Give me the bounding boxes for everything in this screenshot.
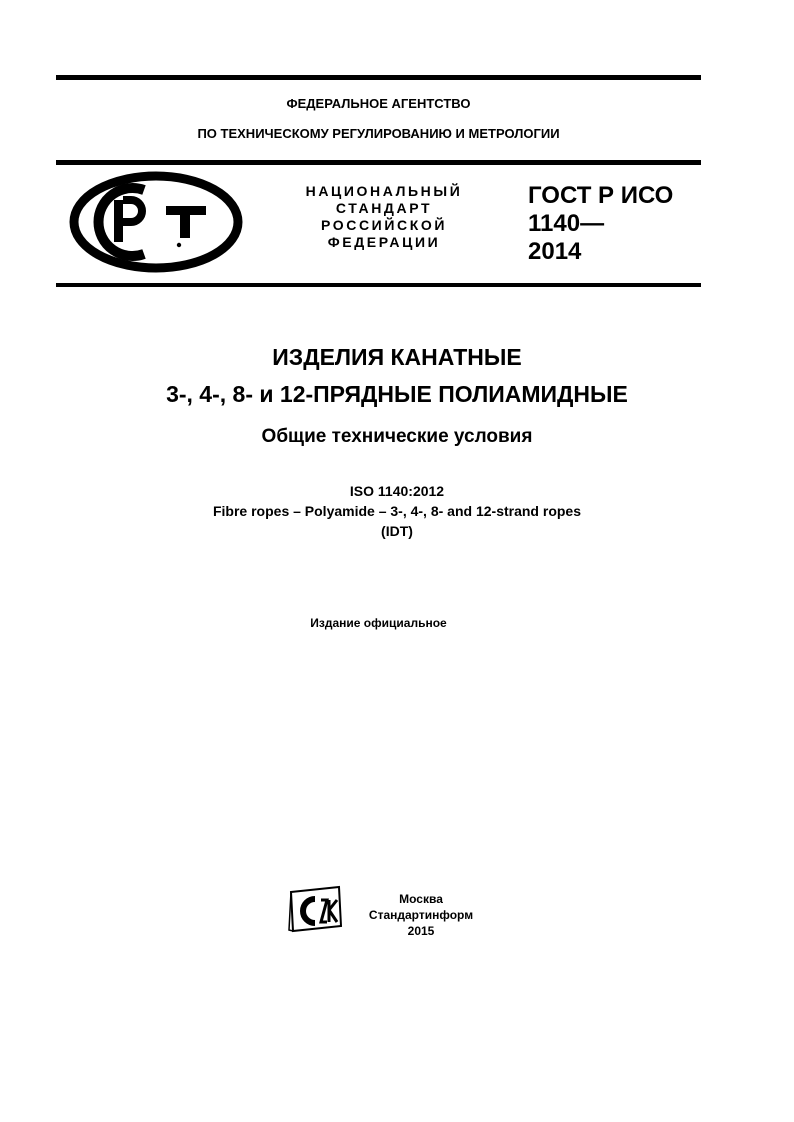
- rst-emblem-icon: [66, 168, 252, 278]
- agency-line-2: ПО ТЕХНИЧЕСКОМУ РЕГУЛИРОВАНИЮ И МЕТРОЛОГИИ: [197, 126, 560, 141]
- designation-line-1: ГОСТ Р ИСО: [528, 182, 674, 209]
- document-title-line-1: ИЗДЕЛИЯ КАНАТНЫЕ: [272, 344, 522, 370]
- standartinform-logo-icon: [285, 884, 347, 934]
- iso-reference-line-3: (IDT): [381, 523, 413, 539]
- national-standard-label: [276, 183, 492, 251]
- document-subtitle: Общие технические условия: [261, 426, 533, 447]
- header-bottom-rule: [56, 283, 701, 287]
- top-rule: [56, 75, 701, 80]
- document-title-line-2: 3-, 4-, 8- и 12-ПРЯДНЫЕ ПОЛИАМИДНЫЕ: [166, 381, 628, 407]
- designation-line-3: 2014: [528, 238, 582, 265]
- publisher-block: [356, 891, 486, 939]
- edition-label: Издание официальное: [310, 616, 447, 630]
- agency-line-1: ФЕДЕРАЛЬНОЕ АГЕНТСТВО: [286, 96, 471, 111]
- standard-designation: [528, 182, 718, 266]
- national-standard-line-1: НАЦИОНАЛЬНЫЙ: [305, 183, 463, 199]
- iso-reference-line-2: Fibre ropes – Polyamide – 3-, 4-, 8- and 12-strand ropes: [212, 503, 581, 519]
- designation-line-2: 1140—: [528, 210, 605, 237]
- iso-reference-line-1: ISO 1140:2012: [349, 483, 445, 499]
- header-rule: [56, 160, 701, 165]
- national-standard-line-3: РОССИЙСКОЙ: [321, 217, 447, 233]
- publisher-year: 2015: [407, 924, 435, 938]
- national-standard-line-4: ФЕДЕРАЦИИ: [327, 234, 441, 250]
- publisher-city: Москва: [399, 892, 443, 906]
- national-standard-line-2: СТАНДАРТ: [335, 200, 433, 216]
- publisher-name: Стандартинформ: [368, 908, 474, 922]
